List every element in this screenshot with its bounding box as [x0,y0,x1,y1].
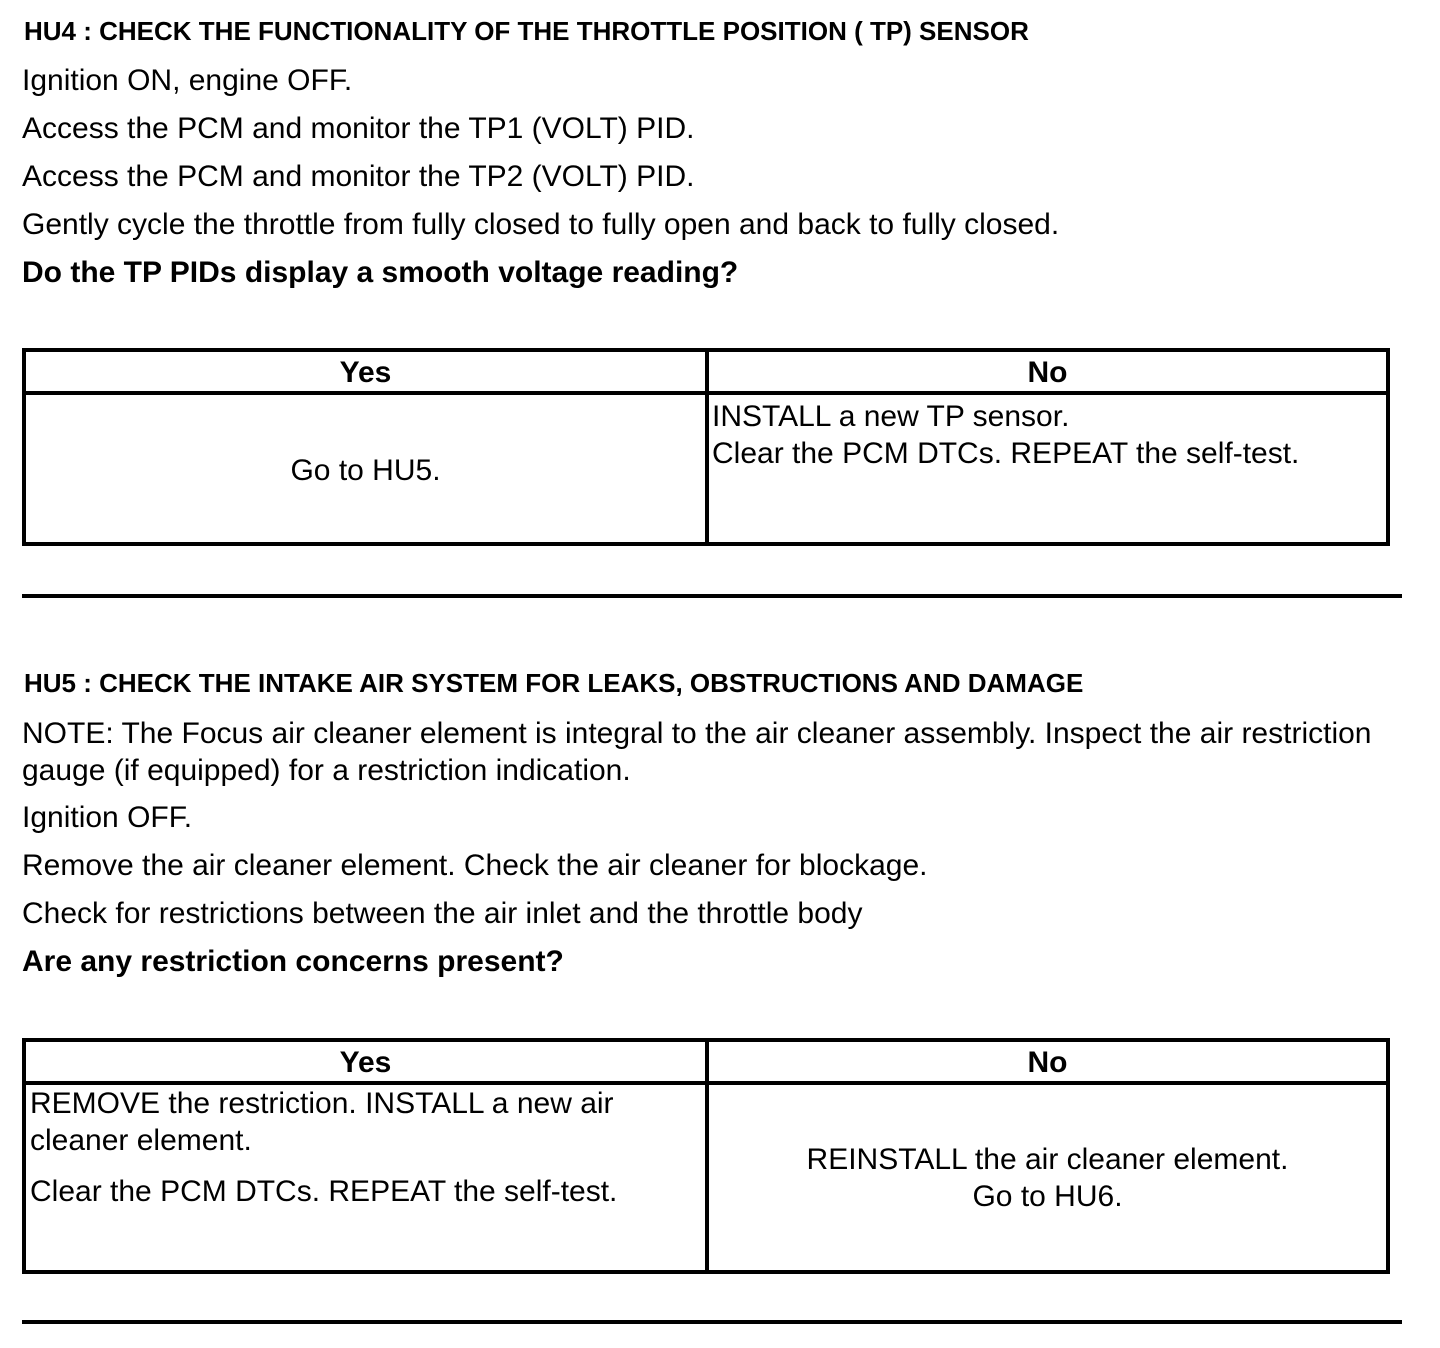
hu4-step-1: Ignition ON, engine OFF. [22,64,353,97]
hu5-heading: HU5 : CHECK THE INTAKE AIR SYSTEM FOR LEAKS, OBSTRUCTIONS AND DAMAGE [24,668,1084,698]
hu4-no-cell [712,398,1299,472]
hu4-decision-table [22,348,1390,546]
hu5-note: NOTE: The Focus air cleaner element is integral to the air cleaner assembly. Inspect the air restriction gauge (if equipped) for a restriction indication. [22,717,1372,787]
hu5-step-2: Remove the air cleaner element. Check the air cleaner for blockage. [22,849,928,882]
hu5-step-3: Check for restrictions between the air inlet and the throttle body [22,897,863,930]
hu4-no-line-2: Clear the PCM DTCs. REPEAT the self-test. [712,437,1300,470]
hu4-heading: HU4 : CHECK THE FUNCTIONALITY OF THE THROTTLE POSITION ( TP) SENSOR [24,16,1029,46]
hu5-yes-header: Yes [339,1046,392,1079]
hu5-no-line-2: Go to HU6. [972,1180,1123,1213]
hu5-yes-line-2: Clear the PCM DTCs. REPEAT the self-test. [30,1175,618,1208]
hu4-step-4: Gently cycle the throttle from fully closed to fully open and back to fully closed. [22,208,1060,241]
hu4-no-line-1: INSTALL a new TP sensor. [712,400,1070,433]
section-divider-bottom [22,1320,1402,1324]
hu4-yes-header: Yes [339,356,392,389]
hu5-no-line-1: REINSTALL the air cleaner element. [806,1143,1289,1176]
hu4-yes-cell: Go to HU5. [290,454,441,487]
hu5-question: Are any restriction concerns present? [22,945,564,978]
hu5-no-header: No [1027,1046,1068,1079]
hu4-question: Do the TP PIDs display a smooth voltage reading? [22,256,739,289]
hu5-no-cell [709,1141,1386,1215]
hu5-yes-cell [30,1085,695,1210]
hu5-step-1: Ignition OFF. [22,801,193,834]
hu5-yes-line-1: REMOVE the restriction. INSTALL a new air cleaner element. [30,1087,614,1157]
hu4-no-header: No [1027,356,1068,389]
hu4-table-header-divider [26,391,1386,395]
section-divider [22,594,1402,598]
hu5-decision-table [22,1038,1390,1274]
hu4-step-2: Access the PCM and monitor the TP1 (VOLT) PID. [22,112,695,145]
hu4-step-3: Access the PCM and monitor the TP2 (VOLT) PID. [22,160,695,193]
